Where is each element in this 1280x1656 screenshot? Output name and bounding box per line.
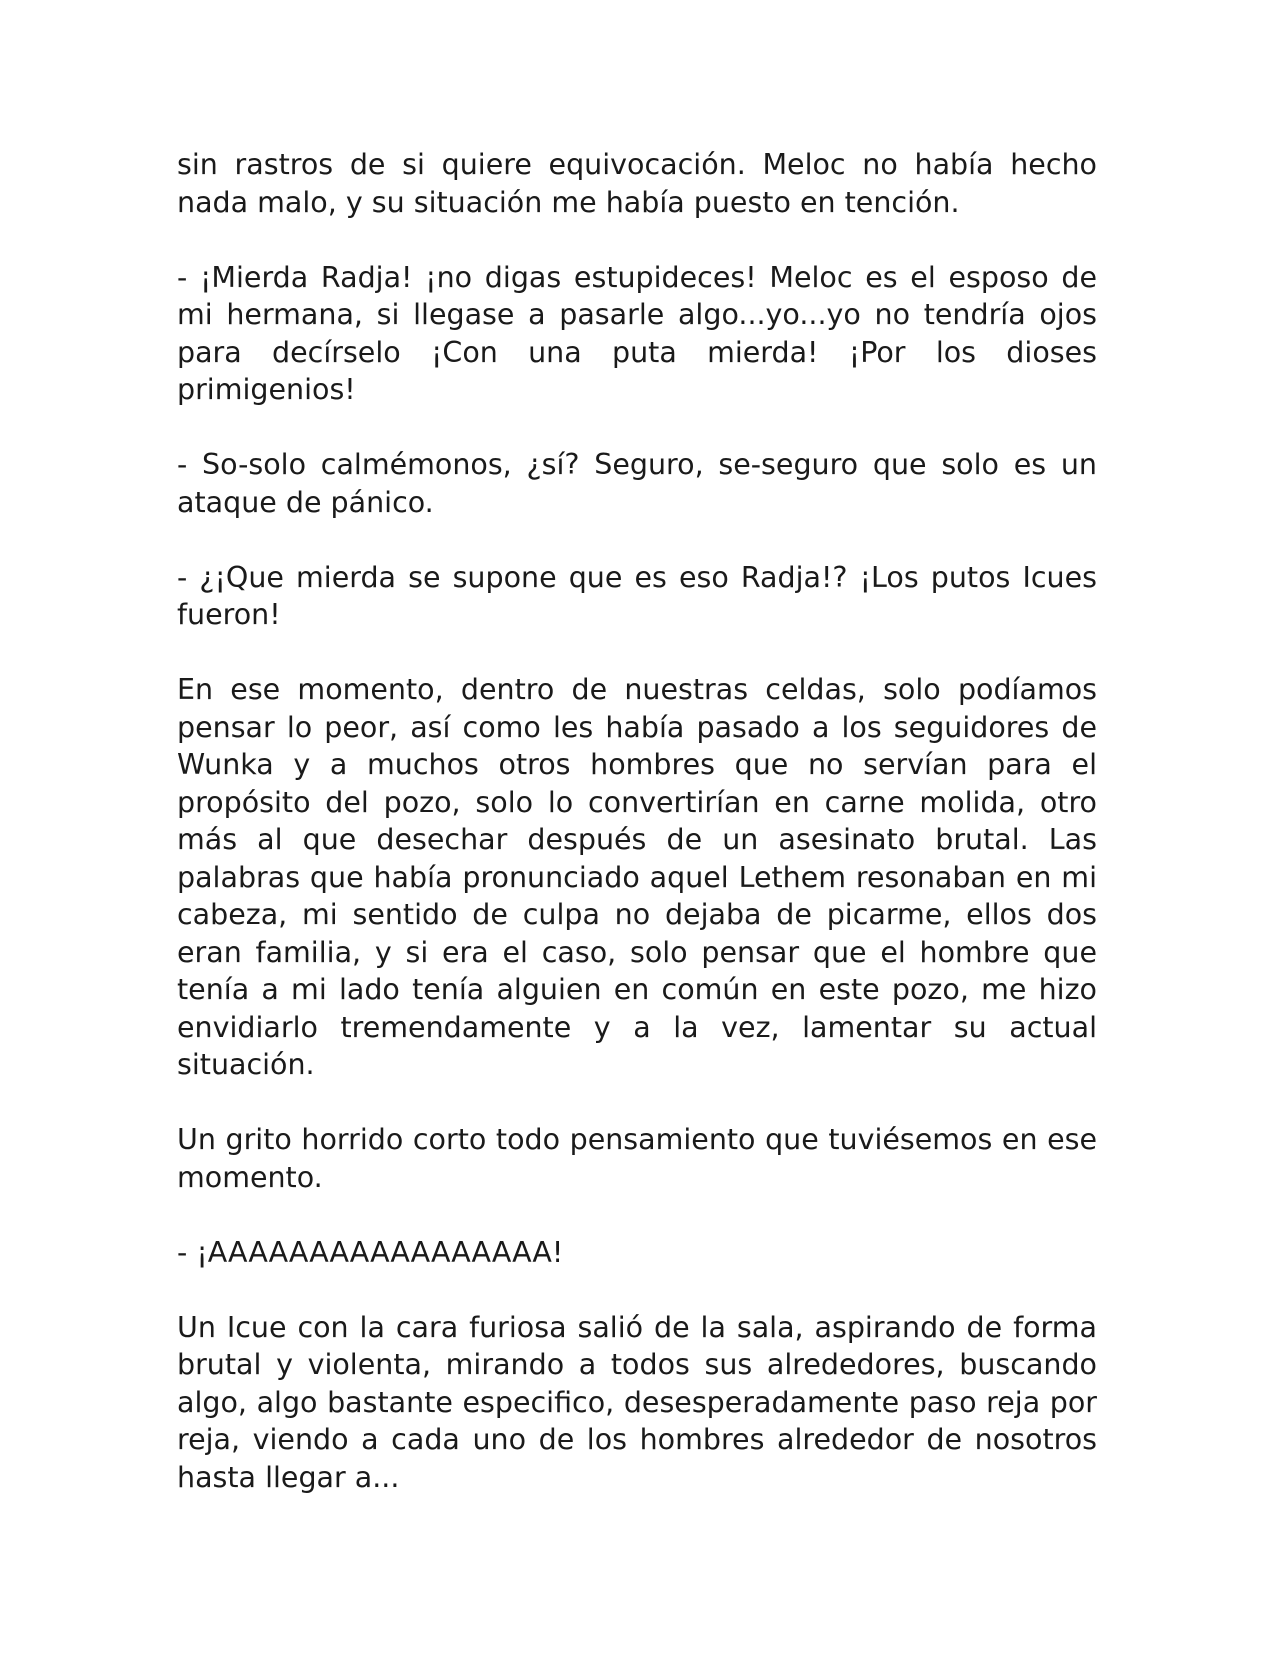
dialogue-1: - ¡Mierda Radja! ¡no digas estupideces! Meloc es el esposo de mi hermana, si llegase a pasarle algo...yo...yo no tendría ojos para decírselo ¡Con una puta mierda! ¡Por los dioses primigenios! xyxy=(177,260,1097,406)
paragraph-3: Un grito horrido corto todo pensamiento que tuviésemos en ese momento. xyxy=(177,1123,1097,1194)
document-page xyxy=(177,146,1097,1496)
dialogue-2: - So-solo calmémonos, ¿sí? Seguro, se-seguro que solo es un ataque de pánico. xyxy=(177,448,1097,519)
paragraph-1: sin rastros de si quiere equivocación. Meloc no había hecho nada malo, y su situación me había puesto en tención. xyxy=(177,148,1097,219)
dialogue-4: - ¡AAAAAAAAAAAAAAAAA! xyxy=(177,1235,564,1269)
paragraph-4: Un Icue con la cara furiosa salió de la sala, aspirando de forma brutal y violenta, mirando a todos sus alrededores, buscando algo, algo bastante especifico, desesperadamente paso reja por reja, viendo a cada uno de los hombres alrededor de nosotros hasta llegar a... xyxy=(177,1310,1097,1494)
dialogue-3: - ¿¡Que mierda se supone que es eso Radja!? ¡Los putos Icues fueron! xyxy=(177,560,1097,631)
paragraph-2: En ese momento, dentro de nuestras celdas, solo podíamos pensar lo peor, así como les había pasado a los seguidores de Wunka y a muchos otros hombres que no servían para el propósito del pozo, solo lo convertirían en carne molida, otro más al que desechar después de un asesinato brutal. Las palabras que había pronunciado aquel Lethem resonaban en mi cabeza, mi sentido de culpa no dejaba de picarme, ellos dos eran familia, y si era el caso, solo pensar que el hombre que tenía a mi lado tenía alguien en común en este pozo, me hizo envidiarlo tremendamente y a la vez, lamentar su actual situación. xyxy=(177,673,1097,1081)
